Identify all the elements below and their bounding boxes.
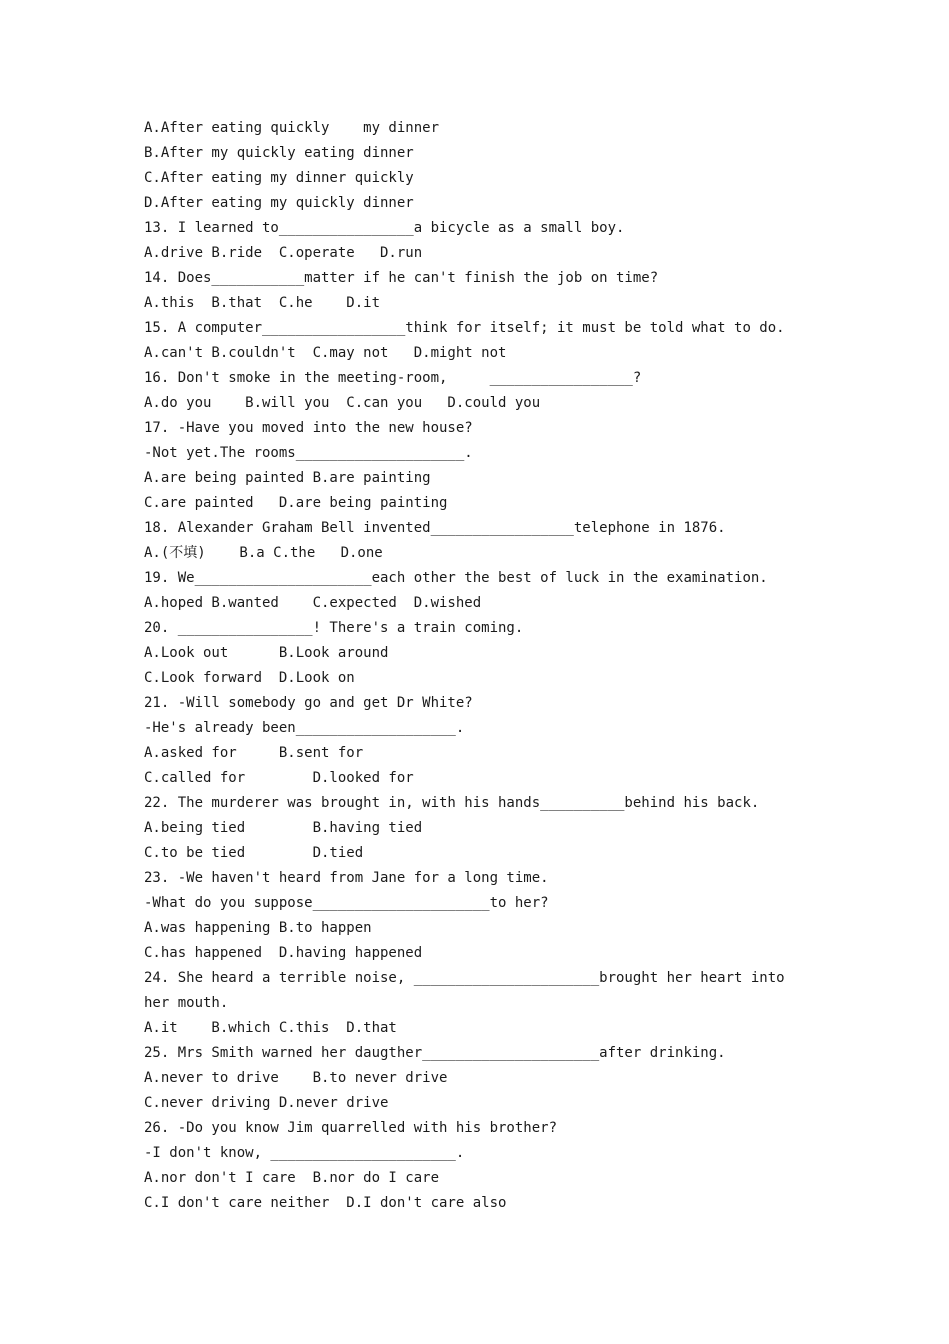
question-18: 18. Alexander Graham Bell invented_________________telephone in 1876. <box>144 520 726 536</box>
question-23: 23. -We haven't heard from Jane for a long time. <box>144 870 549 886</box>
options-21: A.asked for B.sent for <box>144 745 364 761</box>
options-24: A.it B.which C.this D.that <box>144 1020 397 1036</box>
options-20: A.Look out B.Look around <box>144 645 389 661</box>
question-26-reply: -I don't know, ______________________. <box>144 1145 465 1161</box>
question-25: 25. Mrs Smith warned her daugther_____________________after drinking. <box>144 1045 726 1061</box>
question-21-reply: -He's already been___________________. <box>144 720 465 736</box>
options-26: A.nor don't I care B.nor do I care <box>144 1170 440 1186</box>
question-list <box>144 116 804 1216</box>
options-23: C.has happened D.having happened <box>144 945 423 961</box>
question-26: 26. -Do you know Jim quarrelled with his brother? <box>144 1120 558 1136</box>
question-22: 22. The murderer was brought in, with his hands__________behind his back. <box>144 795 760 811</box>
text-line: B.After my quickly eating dinner <box>144 145 414 161</box>
options-25: C.never driving D.never drive <box>144 1095 389 1111</box>
question-17: 17. -Have you moved into the new house? <box>144 420 473 436</box>
text-line: A.After eating quickly my dinner <box>144 120 440 136</box>
options-26: C.I don't care neither D.I don't care also <box>144 1195 507 1211</box>
options-20: C.Look forward D.Look on <box>144 670 355 686</box>
options-17: A.are being painted B.are painting <box>144 470 431 486</box>
options-18: A.(不填) B.a C.the D.one <box>144 545 383 561</box>
options-17: C.are painted D.are being painting <box>144 495 448 511</box>
question-16: 16. Don't smoke in the meeting-room, _________________? <box>144 370 642 386</box>
options-21: C.called for D.looked for <box>144 770 414 786</box>
options-14: A.this B.that C.he D.it <box>144 295 381 311</box>
options-15: A.can't B.couldn't C.may not D.might not <box>144 345 507 361</box>
options-19: A.hoped B.wanted C.expected D.wished <box>144 595 482 611</box>
question-21: 21. -Will somebody go and get Dr White? <box>144 695 473 711</box>
options-16: A.do you B.will you C.can you D.could you <box>144 395 541 411</box>
text-line: D.After eating my quickly dinner <box>144 195 414 211</box>
options-13: A.drive B.ride C.operate D.run <box>144 245 423 261</box>
question-20: 20. ________________! There's a train coming. <box>144 620 524 636</box>
options-22: C.to be tied D.tied <box>144 845 364 861</box>
question-13: 13. I learned to________________a bicycle as a small boy. <box>144 220 625 236</box>
text-line: C.After eating my dinner quickly <box>144 170 414 186</box>
question-14: 14. Does___________matter if he can't finish the job on time? <box>144 270 659 286</box>
question-15: 15. A computer_________________think for itself; it must be told what to do. <box>144 320 785 336</box>
question-24: 24. She heard a terrible noise, ______________________brought her heart into <box>144 970 785 986</box>
options-22: A.being tied B.having tied <box>144 820 423 836</box>
question-24-cont: her mouth. <box>144 995 229 1011</box>
question-19: 19. We_____________________each other the best of luck in the examination. <box>144 570 768 586</box>
options-23: A.was happening B.to happen <box>144 920 372 936</box>
question-23-reply: -What do you suppose_____________________to her? <box>144 895 549 911</box>
question-17-reply: -Not yet.The rooms____________________. <box>144 445 473 461</box>
options-25: A.never to drive B.to never drive <box>144 1070 448 1086</box>
